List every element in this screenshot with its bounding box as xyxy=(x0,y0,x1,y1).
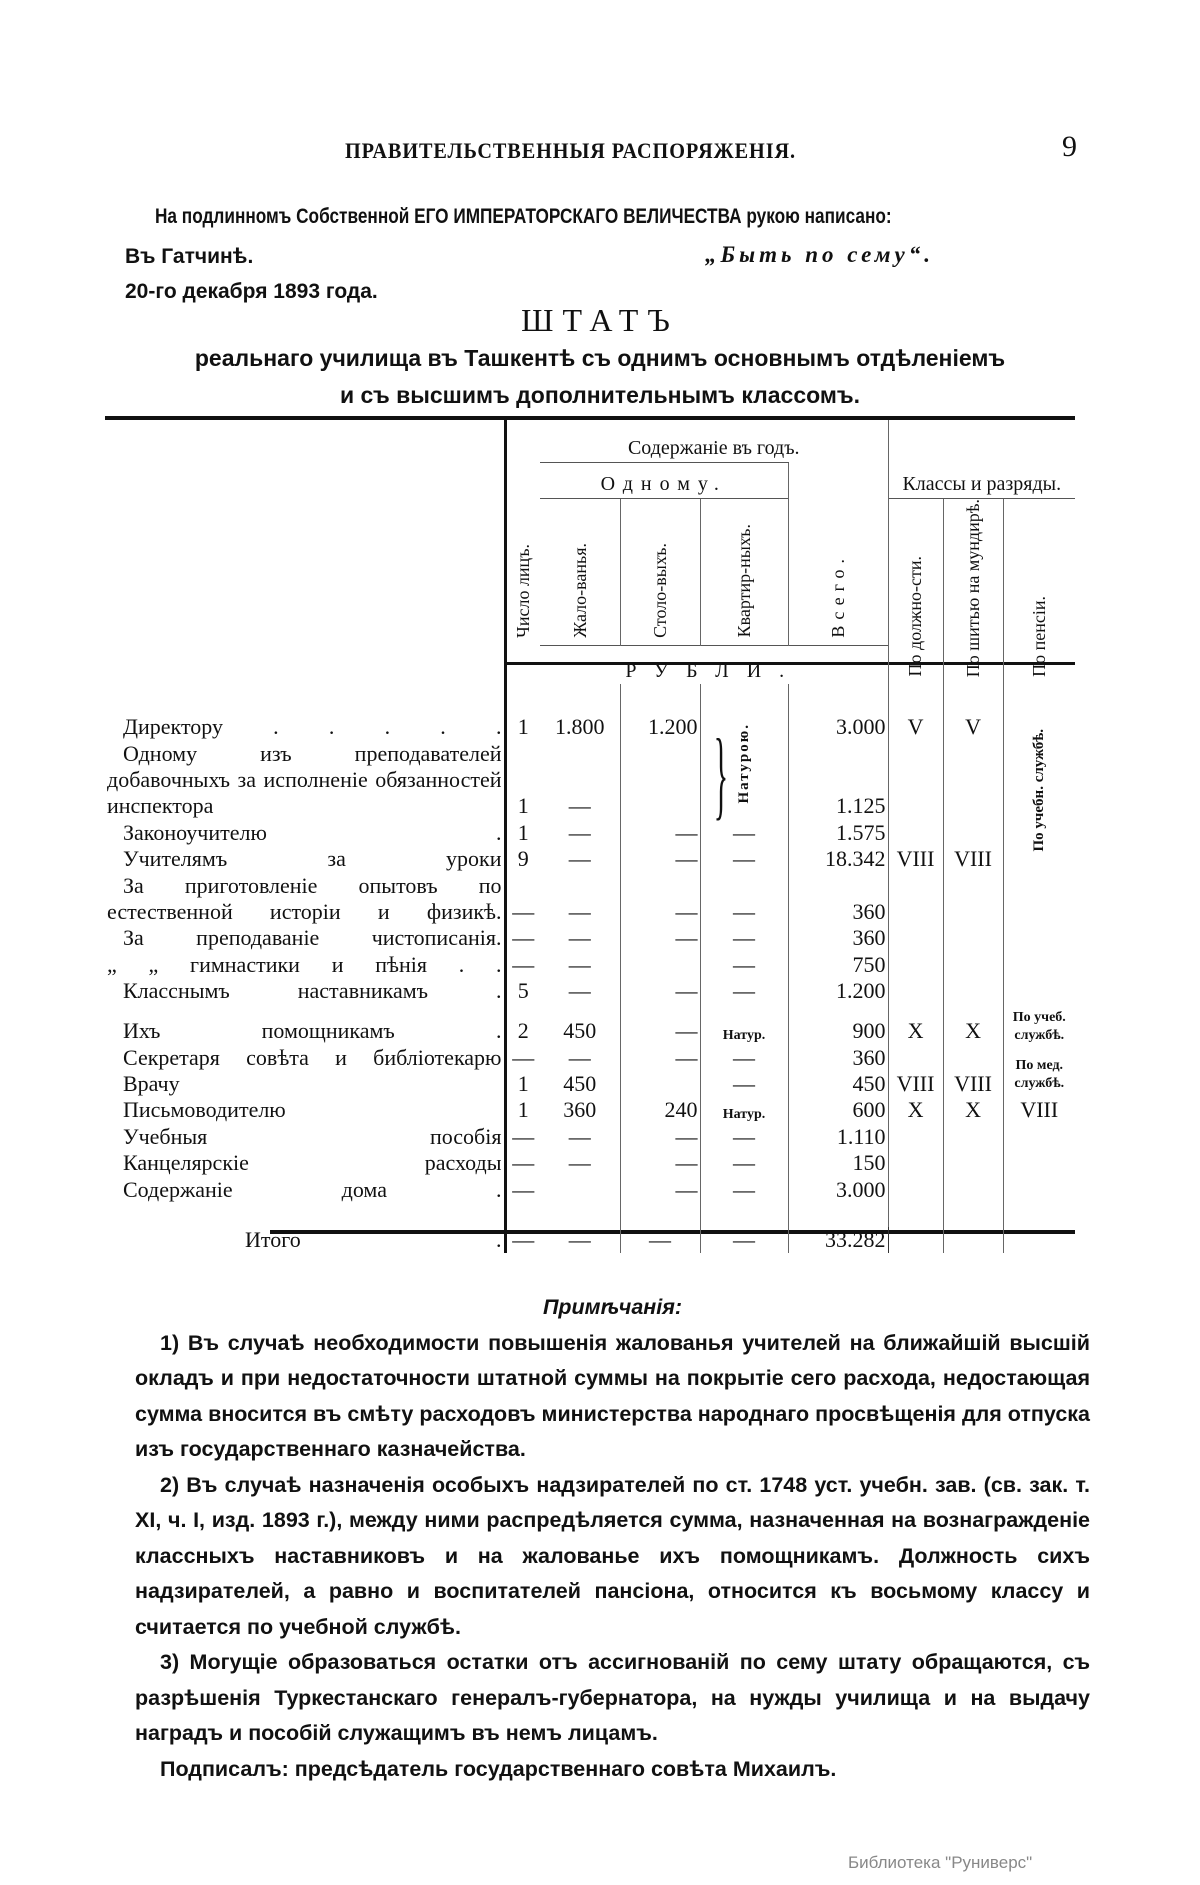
staff-table xyxy=(105,420,1075,1253)
row-count: 1 xyxy=(505,714,540,740)
row-table-money: — xyxy=(620,1045,700,1071)
table-row xyxy=(105,1177,1075,1203)
table-row xyxy=(105,1097,1075,1123)
row-salary: — xyxy=(568,793,591,819)
row-salary: 450 xyxy=(563,1071,597,1097)
count-header: Число лицъ. xyxy=(505,420,540,646)
row-table-money: — xyxy=(620,1150,700,1176)
row-post-class xyxy=(888,1177,943,1203)
row-table-money: — xyxy=(620,820,700,846)
row-total: 1.110 xyxy=(788,1124,888,1150)
table-row xyxy=(105,846,1075,872)
row-table-money: 1.200 xyxy=(620,714,700,740)
table-row xyxy=(105,978,1075,1004)
library-watermark: Библиотека "Руниверс" xyxy=(848,1853,1033,1872)
row-count: 1 xyxy=(505,820,540,846)
notes xyxy=(135,1290,1090,1787)
row-post-class: VIII xyxy=(888,846,943,872)
row-uniform-class xyxy=(943,741,1003,820)
table-row xyxy=(105,952,1075,978)
running-title: ПРАВИТЕЛЬСТВЕННЫЯ РАСПОРЯЖЕНІЯ. xyxy=(345,138,797,163)
row-salary: 1.800 xyxy=(555,714,605,740)
row-quarters: — xyxy=(700,952,788,978)
row-post-class: V xyxy=(888,714,943,740)
rubles-header: РУБЛИ. xyxy=(540,646,888,685)
row-total: 450 xyxy=(788,1071,888,1097)
row-total: 1.575 xyxy=(788,820,888,846)
row-count: 5 xyxy=(505,978,540,1004)
quarters-header: Квартир-ныхъ. xyxy=(700,498,788,646)
row-post-class xyxy=(888,1045,943,1071)
row-count: 2 xyxy=(505,1005,540,1045)
row-uniform-class: X xyxy=(943,1005,1003,1045)
row-count: 1 xyxy=(505,741,540,820)
row-total: 3.000 xyxy=(788,1177,888,1203)
row-quarters: — xyxy=(700,820,788,846)
row-count: — xyxy=(505,873,540,926)
row-label: Секретаря совѣта и библіотекарю xyxy=(123,1044,502,1070)
subtitle-line-2: и съ высшимъ дополнительнымъ классомъ. xyxy=(339,382,861,408)
row-post-class xyxy=(888,978,943,1004)
row-salary xyxy=(540,1177,620,1203)
by-uniform-header: По шитью на мундирѣ. xyxy=(943,498,1003,684)
total-count: — xyxy=(505,1227,540,1253)
row-uniform-class xyxy=(943,1150,1003,1176)
row-quarters: — xyxy=(700,1071,788,1097)
row-total: 360 xyxy=(788,1045,888,1071)
row-table-money: 240 xyxy=(620,1097,700,1123)
row-uniform-class xyxy=(943,820,1003,846)
row-table-money: — xyxy=(620,1005,700,1045)
date: 20-го декабря 1893 года. xyxy=(125,280,378,303)
row-total: 18.342 xyxy=(788,846,888,872)
label-header xyxy=(105,420,505,684)
total-label: Итого . xyxy=(245,1227,502,1253)
row-count: 1 xyxy=(505,1097,540,1123)
row-label: Врачу xyxy=(123,1071,180,1097)
one-header: Одному. xyxy=(540,462,788,498)
resolution: „Быть по сему“. xyxy=(705,242,935,267)
table-row xyxy=(105,741,1075,820)
table-row xyxy=(105,1150,1075,1176)
row-label: Директору . . . . . xyxy=(123,714,502,740)
row-quarters: — xyxy=(700,925,788,951)
row-post-class xyxy=(888,741,943,820)
row-post-class xyxy=(888,1124,943,1150)
row-label: Законоучителю . xyxy=(123,819,502,845)
row-quarters: — xyxy=(700,873,788,926)
pension-teaching-rotated: По учебн. службѣ. xyxy=(1003,714,1075,872)
table-row xyxy=(105,1124,1075,1150)
row-post-class: X xyxy=(888,1097,943,1123)
table-row xyxy=(105,714,1075,740)
row-total: 3.000 xyxy=(788,714,888,740)
row-label: „ „ гимнастики и пѣнія . . xyxy=(107,951,502,977)
row-uniform-class: VIII xyxy=(943,1071,1003,1097)
pension-clerk: VIII xyxy=(1003,1097,1075,1123)
row-label: За преподаваніе чистописанія. xyxy=(123,925,502,951)
row-label: Класснымъ наставникамъ . xyxy=(123,978,502,1004)
row-label: Ихъ помощникамъ . xyxy=(123,1018,502,1044)
row-salary: — xyxy=(568,978,591,1004)
row-salary: — xyxy=(568,951,591,977)
row-count: 1 xyxy=(505,1071,540,1097)
row-post-class xyxy=(888,820,943,846)
brace-icon: } xyxy=(713,718,728,830)
table-row xyxy=(105,1045,1075,1071)
row-count: — xyxy=(505,952,540,978)
row-table-money xyxy=(620,1071,700,1097)
row-quarters: — xyxy=(700,846,788,872)
total-quarters: — xyxy=(700,1227,788,1253)
pension-medical: По мед. службѣ. xyxy=(1003,1045,1075,1098)
row-uniform-class: V xyxy=(943,714,1003,740)
total-salary: — xyxy=(568,1227,591,1253)
page-number: 9 xyxy=(1062,130,1077,163)
table-row xyxy=(105,925,1075,951)
row-salary: — xyxy=(568,1150,591,1176)
total-row xyxy=(105,1227,1075,1253)
row-uniform-class: X xyxy=(943,1097,1003,1123)
row-total: 900 xyxy=(788,1005,888,1045)
salary-header: Жало-ванья. xyxy=(540,498,620,646)
row-quarters: — xyxy=(700,978,788,1004)
row-total: 1.125 xyxy=(788,741,888,820)
row-label: Учителямъ за уроки xyxy=(123,846,502,872)
note-3: 3) Могущіе образоваться остатки отъ ассигнованій по сему штату обращаются, съ разрѣшенія Туркестанскаго генералъ-губернатора, на нужды училища и на выдачу наградъ и пособій служащимъ въ немъ лицамъ. xyxy=(135,1650,1090,1745)
row-quarters: — xyxy=(700,1045,788,1071)
notes-heading: Примѣчанія: xyxy=(542,1295,683,1319)
row-salary: 450 xyxy=(563,1018,597,1044)
row-uniform-class xyxy=(943,978,1003,1004)
row-salary: — xyxy=(568,1044,591,1070)
total-header: Всего. xyxy=(788,462,888,646)
row-salary: — xyxy=(568,846,591,872)
row-total: 360 xyxy=(788,925,888,951)
table-row xyxy=(105,820,1075,846)
row-total: 360 xyxy=(788,873,888,926)
subtitle-line-1: реальнаго училища въ Ташкентѣ съ однимъ основнымъ отдѣленіемъ xyxy=(194,345,1006,371)
classes-header: Классы и разряды. xyxy=(888,420,1075,498)
row-label: Содержаніе дома . xyxy=(123,1176,502,1202)
row-count: — xyxy=(505,925,540,951)
row-total: 150 xyxy=(788,1150,888,1176)
row-label: Одному изъ преподавателей добавочныхъ за исполненіе обязанностей инспектора xyxy=(107,740,502,819)
row-label: За приготовленіе опытовъ по естественной исторіи и физикѣ. xyxy=(107,872,502,924)
row-table-money xyxy=(620,741,700,820)
row-count: — xyxy=(505,1177,540,1203)
document-title: ШТАТЪ xyxy=(521,302,679,338)
authority-line: На подлинномъ Собственной ЕГО ИМПЕРАТОРСКАГО ВЕЛИЧЕСТВА рукою написано: xyxy=(155,205,892,228)
row-salary: — xyxy=(568,925,591,951)
table-row xyxy=(105,1005,1075,1045)
total-sum: 33.282 xyxy=(788,1227,888,1253)
row-uniform-class xyxy=(943,925,1003,951)
row-post-class xyxy=(888,925,943,951)
row-post-class: VIII xyxy=(888,1071,943,1097)
table-money-header: Столо-выхъ. xyxy=(620,498,700,646)
row-label: Учебныя пособія xyxy=(123,1123,502,1149)
row-quarters: Натур. xyxy=(700,1097,788,1123)
by-pension-header: По пенсіи. xyxy=(1003,498,1075,684)
row-post-class xyxy=(888,952,943,978)
row-count: 9 xyxy=(505,846,540,872)
content-header: Содержаніе въ годъ. xyxy=(627,437,800,460)
row-post-class xyxy=(888,1150,943,1176)
row-uniform-class xyxy=(943,952,1003,978)
row-table-money xyxy=(620,952,700,978)
row-uniform-class xyxy=(943,1177,1003,1203)
table-row xyxy=(105,1071,1075,1097)
row-uniform-class xyxy=(943,873,1003,926)
row-uniform-class xyxy=(943,1124,1003,1150)
row-table-money: — xyxy=(620,978,700,1004)
total-table-money: — xyxy=(620,1227,700,1253)
row-uniform-class: VIII xyxy=(943,846,1003,872)
row-quarters: — xyxy=(700,1177,788,1203)
row-label: Канцелярскіе расходы xyxy=(123,1150,502,1176)
row-post-class xyxy=(888,873,943,926)
place: Въ Гатчинѣ. xyxy=(125,245,254,268)
table-row xyxy=(105,873,1075,926)
row-salary: — xyxy=(568,819,591,845)
row-count: — xyxy=(505,1124,540,1150)
note-2: 2) Въ случаѣ назначенія особыхъ надзирателей по ст. 1748 уст. учебн. зав. (св. зак. т. XI, ч. I, изд. 1893 г.), между ними распредѣляется сумма, назначенная на вознагражденіе классныхъ наставниковъ и на жалованье ихъ помощникамъ. Должность сихъ надзирателей, а равно и воспитателей пансіона, относится къ восьмому классу и считается по учебной службѣ. xyxy=(135,1472,1090,1639)
row-salary: 360 xyxy=(563,1097,597,1123)
row-salary: — xyxy=(568,898,591,924)
row-table-money: — xyxy=(620,873,700,926)
signature: Подписалъ: предсѣдатель государственнаго совѣта Михаилъ. xyxy=(160,1756,837,1781)
row-uniform-class xyxy=(943,1045,1003,1071)
row-table-money: — xyxy=(620,925,700,951)
by-post-header: По должно-сти. xyxy=(888,498,943,684)
row-table-money: — xyxy=(620,1177,700,1203)
note-1: 1) Въ случаѣ необходимости повышенія жалованья учителей на ближайшій высшій окладъ и при недостаточности штатной суммы на покрытіе сего расхода, недостающая сумма вносится въ смѣту расходовъ министерства народнаго просвѣщенія для отпуска изъ государственнаго казначейства. xyxy=(135,1330,1090,1461)
row-table-money: — xyxy=(620,1124,700,1150)
row-salary: — xyxy=(568,1123,591,1149)
row-quarters: Натур. xyxy=(700,1005,788,1045)
row-quarters: — xyxy=(700,1150,788,1176)
pension-teaching: По учеб. службѣ. xyxy=(1003,1005,1075,1045)
row-count: — xyxy=(505,1150,540,1176)
row-count: — xyxy=(505,1045,540,1071)
row-label: Письмоводителю xyxy=(123,1097,286,1123)
row-total: 600 xyxy=(788,1097,888,1123)
row-table-money: — xyxy=(620,846,700,872)
row-post-class: X xyxy=(888,1005,943,1045)
row-total: 750 xyxy=(788,952,888,978)
row-total: 1.200 xyxy=(788,978,888,1004)
row-quarters: — xyxy=(700,1124,788,1150)
quarters-brace: } Натурою. xyxy=(700,714,788,820)
